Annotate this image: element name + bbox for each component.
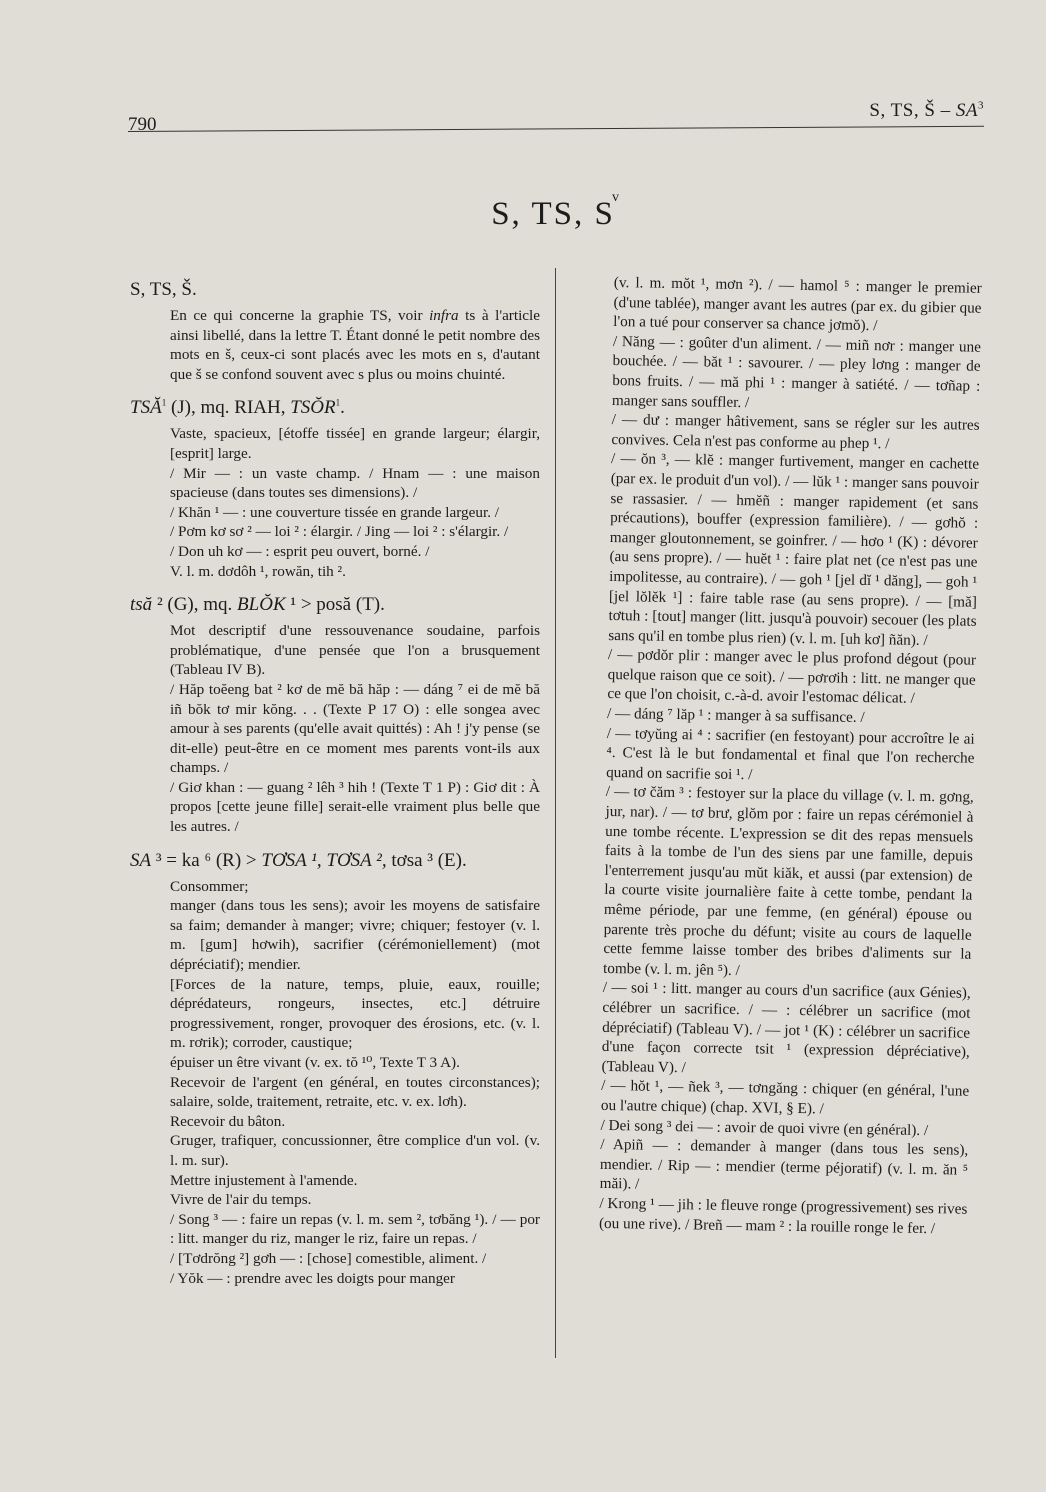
paragraph: Mot descriptif d'une ressouvenance soudaine, parfois problématique, d'une pensée que l'on a brusquement (Tableau IV B).	[170, 622, 540, 679]
paragraph: / Krong ¹ — jih : le fleuve ronge (progressivement) ses rives (ou une rive). / Breñ — mam ² : la rouille ronge le fer. /	[598, 1194, 968, 1237]
paragraph: / — dáng ⁷ lăp ¹ : manger à sa suffisance. /	[606, 705, 865, 727]
paragraph: Recevoir de l'argent (en général, en toutes circonstances); salaire, solde, traitement, retraite, etc. v. ex. lơh).	[170, 1073, 540, 1111]
paragraph: [Forces de la nature, temps, pluie, eaux, rouille; déprédateurs, rongeurs, insectes, etc.] détruire progressivement, ronger, provoquer des érosions, etc. (v. l. m. rơrik); corroder, caustique;	[170, 975, 540, 1052]
paragraph: épuiser un être vivant (v. ex. tŏ ¹⁰, Texte T 3 A).	[170, 1054, 460, 1071]
paragraph: / Pơm kơ sơ ² — loi ² : élargir. / Jing — loi ² : s'élargir. /	[170, 523, 509, 541]
paragraph: / Yŏk — : prendre avec les doigts pour manger	[170, 1269, 455, 1287]
paragraph: En ce qui concerne la graphie TS, voir infra ts à l'article ainsi libellé, dans la lettre T. Étant donné le petit nombre des mots en š, ceux-ci sont placés avec les mots en s, d'autant que š se confond souvent avec s plus ou moins chuinté.	[170, 307, 541, 383]
paragraph: / Hăp toĕeng bat ² kơ de mĕ bă hăp : — dáng ⁷ ei de mĕ bă iñ bŏk tơ mir kŏng. . . (Texte P 17 O) : elle songea avec amour à ses parents (qu'elle avait quittés) : Ah ! j'y pense (se dit-elle) peut-être en ce moment mes parents vont-ils aux champs. /	[170, 680, 540, 777]
paragraph: / Dei song ³ dei — : avoir de quoi vivre (en général). /	[600, 1116, 929, 1139]
letter-title: S, TS, S	[491, 196, 615, 232]
paragraph: / Don uh kơ — : esprit peu ouvert, borné. /	[170, 542, 430, 560]
column-divider	[555, 268, 556, 1358]
paragraph: / Apiñ — : demander à manger (dans tous les sens), mendier. / Rip — : mendier (terme péjoratif) (v. l. m. ăn ⁵ măi). /	[599, 1136, 969, 1193]
paragraph: Vaste, spacieux, [étoffe tissée] en grande largeur; élargir, [esprit] large.	[170, 425, 540, 462]
running-head-text: S, TS, Š –	[869, 100, 951, 121]
paragraph: manger (dans tous les sens); avoir les moyens de satisfaire sa faim; demander à manger; vivre; chiquer; festoyer (v. l. m. [gum] hơwih), sacrifier (cérémoniellement) (mot dépréciatif); mendier.	[170, 897, 540, 974]
paragraph: / Mir — : un vaste champ. / Hnam — : une maison spacieuse (dans toutes ses dimensions). /	[170, 464, 540, 502]
paragraph: / — tơyŭng ai ⁴ : sacrifier (en festoyant) pour accroître le ai ⁴. C'est là le but fondamental et final que l'on recherche quand on sacrifie soi ¹. /	[606, 724, 975, 784]
paragraph: / — tơ čăm ³ : festoyer sur la place du village (v. l. m. gơng, jur, nar). / — tơ brư, glŏm por : faire un repas cérémoniel à une tombe récente. L'expression se dit des repas mensuels faits à la tombe de l'un des siens par une famille, depuis l'enterrement jusqu'au mŭt kiăk, et aussi (par extension) de la courte visite journalière faite à cette tombe, pendant la même période, par une femme, (en général) épouse ou parente très proche du défunt; visite au cours de laquelle cette femme laisse tomber des bribes d'aliments sur la tombe (v. l. m. jên ⁵). /	[602, 783, 974, 979]
paragraph: / — ŏn ³, — klĕ : manger furtivement, manger en cachette (par ex. le produit d'un vol). / — lŭk ¹ : manger sans pouvoir se rassasier. / — hmĕñ : manger rapidement (et sans précautions), bouffer (expression familière). / — gơhŏ : manger gloutonnement, se goinfrer. / — hơo ¹ (K) : dévorer (au sens propre). / — huĕt ¹ : faire plat net (ce n'est pas une impolitesse, au contraire). / — goh ¹ [jel dĭ ¹ dăng], — goh ¹ [jel lŏlĕk ¹] : faire table rase (au sens propre). / — [mă] tơtuh : [tout] manger (litt. jusqu'à pouvoir) secouer (les plats sans qu'il en tombe plus rien) (v. l. m. [uh kơ] ñăn). /	[608, 450, 980, 649]
paragraph: Vivre de l'air du temps.	[170, 1191, 312, 1209]
paragraph: (v. l. m. mŏt ¹, mơn ²). / — hamol ⁵ : manger le premier (d'une tablée), manger avant les autres (par ex. du gibier que l'on a tué pour conserver sa chance jơmŏ). /	[613, 273, 982, 335]
paragraph: Recevoir du bâton.	[170, 1112, 286, 1130]
right-column	[599, 273, 982, 1239]
page-number: 790	[128, 114, 157, 135]
entry-heading: SA ³ = ka ⁶ (R) > TƠSA ¹, TƠSA ², tơsa ³ (E).	[130, 849, 467, 871]
paragraph: / — soi ¹ : litt. manger au cours d'un sacrifice (aux Génies), célébrer un sacrifice. / — : célébrer un sacrifice (mot dépréciatif) (Tableau V). / — jot ¹ (K) : célébrer un sacrifice d'une façon correcte tsit ¹ (expression dépréciative), (Tableau V). /	[601, 979, 971, 1076]
paragraph: V. l. m. dơdôh ¹, rowăn, tih ².	[170, 562, 346, 580]
paragraph: / Giơ khan : — guang ² lêh ³ hih ! (Texte T 1 P) : Giơ dit : À propos [cette jeune fille] serait-elle vraiment plus belle que les autres. /	[170, 778, 540, 836]
paragraph: / Khăn ¹ — : une couverture tissée en grande largeur. /	[170, 503, 500, 521]
entry-heading: tsă ² (G), mq. BLŎK ¹ > posă (T).	[130, 594, 385, 616]
paragraph: / — pơdŏr plir : manger avec le plus profond dégout (pour quelque raison que ce soit). / — pơrơih : litt. ne manger que ce que l'on choisit, c.-à-d. avoir l'estomac délicat. /	[607, 646, 977, 708]
letter-title-caron: v	[612, 190, 619, 205]
running-head-entry: SA	[955, 100, 978, 121]
paragraph: Consommer;	[170, 877, 249, 895]
paragraph: / Song ³ — : faire un repas (v. l. m. sem ², tơbăng ¹). / — por : litt. manger du riz, manger le riz, faire un repas. /	[170, 1210, 540, 1248]
entry-heading: S, TS, Š.	[130, 279, 197, 300]
paragraph: Mettre injustement à l'amende.	[170, 1171, 358, 1189]
paragraph: / — dư : manger hâtivement, sans se régler sur les autres convives. Cela n'est pas conforme au phep ¹. /	[611, 411, 980, 453]
paragraph: / — hŏt ¹, — ñek ³, — tơngăng : chiquer (en général, l'une ou l'autre chique) (chap. XVI, § E). /	[600, 1077, 970, 1118]
paragraph: / [Tơdrŏng ²] gơh — : [chose] comestible, aliment. /	[170, 1249, 487, 1267]
header-rule	[128, 126, 984, 132]
left-column	[130, 278, 540, 1288]
paragraph: / Năng — : goûter d'un aliment. / — miñ nơr : manger une bouchée. / — băt ¹ : savourer. / — pley lơng : manger de bons fruits. / — mă phi ¹ : manger à satiété. / — tơñap : manger sans souffler. /	[611, 332, 982, 411]
entry-heading: TSĂ$^1$ (J), mq. RIAH, TSŎR$^1$.	[130, 397, 345, 419]
paragraph: Gruger, trafiquer, concussionner, être complice d'un vol. (v. l. m. sur).	[170, 1132, 540, 1169]
running-head	[869, 100, 984, 122]
running-head-sup: 3	[978, 99, 984, 112]
